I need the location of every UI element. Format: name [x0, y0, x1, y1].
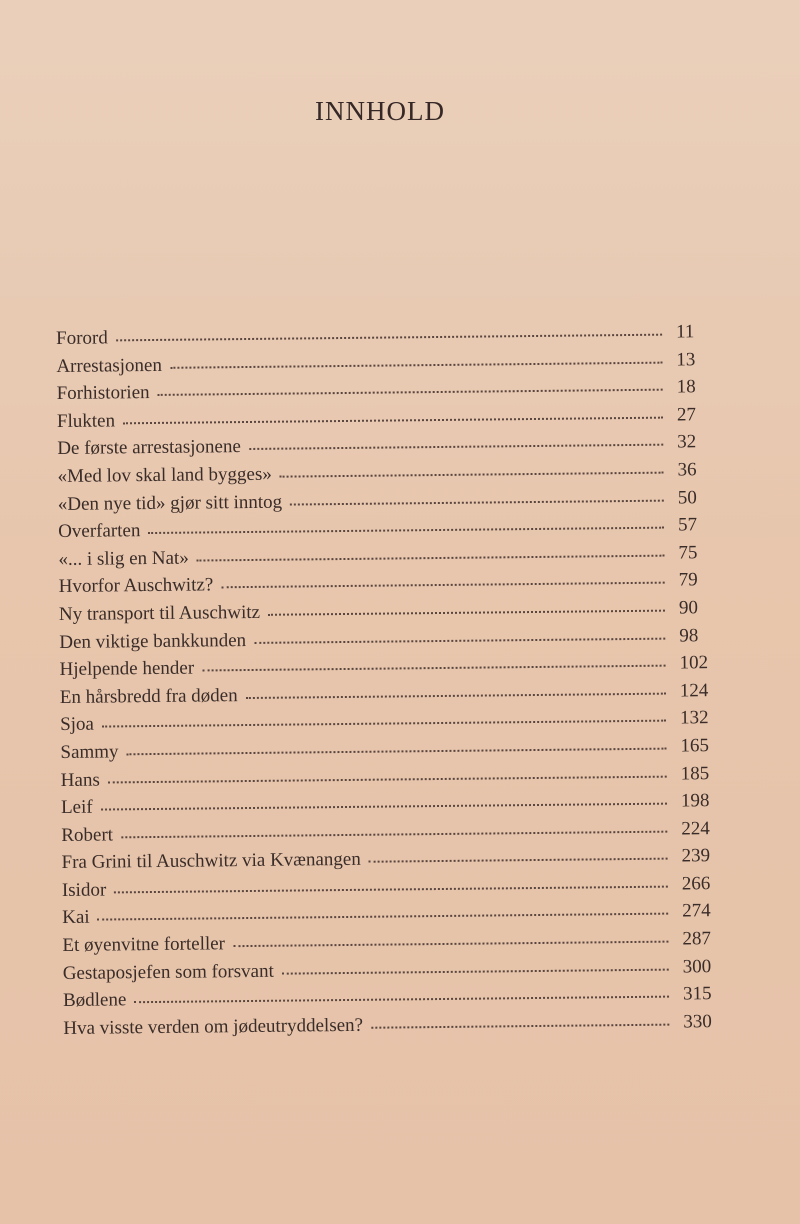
leader-dots: [158, 385, 663, 396]
toc-entry-label: «... i slig en Nat»: [58, 547, 189, 570]
toc-entry-label: Hjelpende hender: [59, 657, 195, 681]
toc-entry-label: Ny transport til Auschwitz: [58, 601, 261, 625]
leader-dots: [126, 744, 666, 756]
toc-entry-page-number: 102: [679, 652, 709, 674]
toc-entry-page-number: 27: [676, 404, 697, 426]
leader-dots: [371, 1019, 669, 1028]
leader-dots: [246, 688, 666, 698]
toc-entry-label: Sammy: [60, 741, 119, 763]
toc-entry-page-number: 36: [677, 459, 697, 481]
leader-dots: [280, 468, 664, 478]
leader-dots: [114, 881, 668, 893]
toc-entry-page-number: 132: [680, 707, 709, 729]
toc-entry-label: Hvorfor Auschwitz?: [58, 574, 214, 598]
table-of-contents: [56, 321, 723, 1045]
toc-entry-label: Et øyenvitne forteller: [62, 933, 226, 957]
toc-entry-page-number: 79: [678, 569, 698, 591]
leader-dots: [369, 854, 668, 863]
toc-entry-label: Hva visste verden om jødeutryddelsen?: [63, 1014, 364, 1039]
toc-entry-page-number: 13: [676, 348, 696, 371]
toc-entry-page-number: 50: [677, 486, 697, 509]
leader-dots: [101, 799, 667, 811]
toc-entry-label: Den viktige bankkunden: [59, 629, 247, 653]
toc-entry-page-number: 239: [681, 845, 711, 867]
toc-entry-page-number: 266: [681, 873, 711, 895]
toc-entry-page-number: 185: [680, 762, 710, 784]
toc-entry-page-number: 330: [683, 1011, 712, 1033]
toc-entry-page-number: 57: [677, 514, 698, 536]
leader-dots: [290, 495, 664, 505]
leader-dots: [98, 909, 669, 921]
toc-entry-page-number: 90: [678, 597, 699, 619]
leader-dots: [254, 633, 665, 643]
toc-entry-label: Kai: [62, 907, 90, 929]
toc-entry-page-number: 287: [682, 928, 712, 950]
toc-entry-label: Forord: [56, 327, 108, 349]
toc-entry-page-number: 224: [681, 817, 710, 840]
leader-dots: [170, 357, 663, 368]
toc-entry-label: Flukten: [56, 410, 116, 432]
leader-dots: [233, 937, 669, 948]
page-title: INNHOLD: [315, 96, 445, 126]
leader-dots: [268, 606, 665, 616]
toc-entry-label: En hårsbredd fra døden: [59, 684, 238, 708]
toc-entry-label: Overfarten: [58, 520, 141, 543]
leader-dots: [116, 330, 662, 342]
toc-entry-page-number: 32: [677, 431, 697, 453]
toc-entry-page-number: 124: [679, 679, 709, 702]
leader-dots: [108, 771, 667, 783]
toc-entry-label: «Med lov skal land bygges»: [57, 463, 272, 487]
toc-entry-label: «Den nye tid» gjør sitt inntog: [57, 491, 283, 515]
toc-entry-label: Leif: [60, 796, 93, 819]
toc-entry-label: Fra Grini til Auschwitz via Kvænangen: [61, 849, 361, 874]
toc-entry-page-number: 11: [675, 321, 695, 343]
toc-entry-label: Forhistorien: [56, 382, 150, 405]
toc-entry-page-number: 98: [679, 624, 699, 647]
leader-dots: [123, 412, 663, 424]
toc-entry-label: Hans: [60, 769, 100, 791]
toc-entry-label: Sjoa: [60, 713, 95, 736]
toc-entry-page-number: 165: [680, 735, 710, 757]
leader-dots: [102, 716, 666, 728]
leader-dots: [148, 523, 664, 534]
leader-dots: [197, 550, 665, 561]
toc-entry: [63, 1011, 723, 1046]
leader-dots: [249, 440, 663, 450]
toc-entry-page-number: 315: [682, 983, 712, 1005]
leader-dots: [202, 661, 666, 672]
leader-dots: [282, 964, 669, 974]
toc-entry-page-number: 198: [680, 790, 710, 812]
toc-entry-page-number: 18: [676, 376, 696, 398]
toc-entry-label: De første arrestasjonene: [57, 436, 241, 460]
toc-entry-page-number: 274: [682, 900, 711, 922]
leader-dots: [221, 578, 664, 589]
toc-entry-label: Robert: [61, 824, 114, 846]
toc-entry-label: Gestaposjefen som forsvant: [62, 960, 274, 984]
leader-dots: [121, 826, 667, 838]
leader-dots: [134, 992, 669, 1004]
toc-entry-page-number: 75: [678, 542, 698, 564]
toc-entry-label: Arrestasjonen: [56, 354, 163, 377]
toc-entry-label: Bødlene: [62, 989, 127, 1012]
toc-entry-label: Isidor: [61, 879, 107, 901]
toc-entry-page-number: 300: [682, 955, 712, 978]
